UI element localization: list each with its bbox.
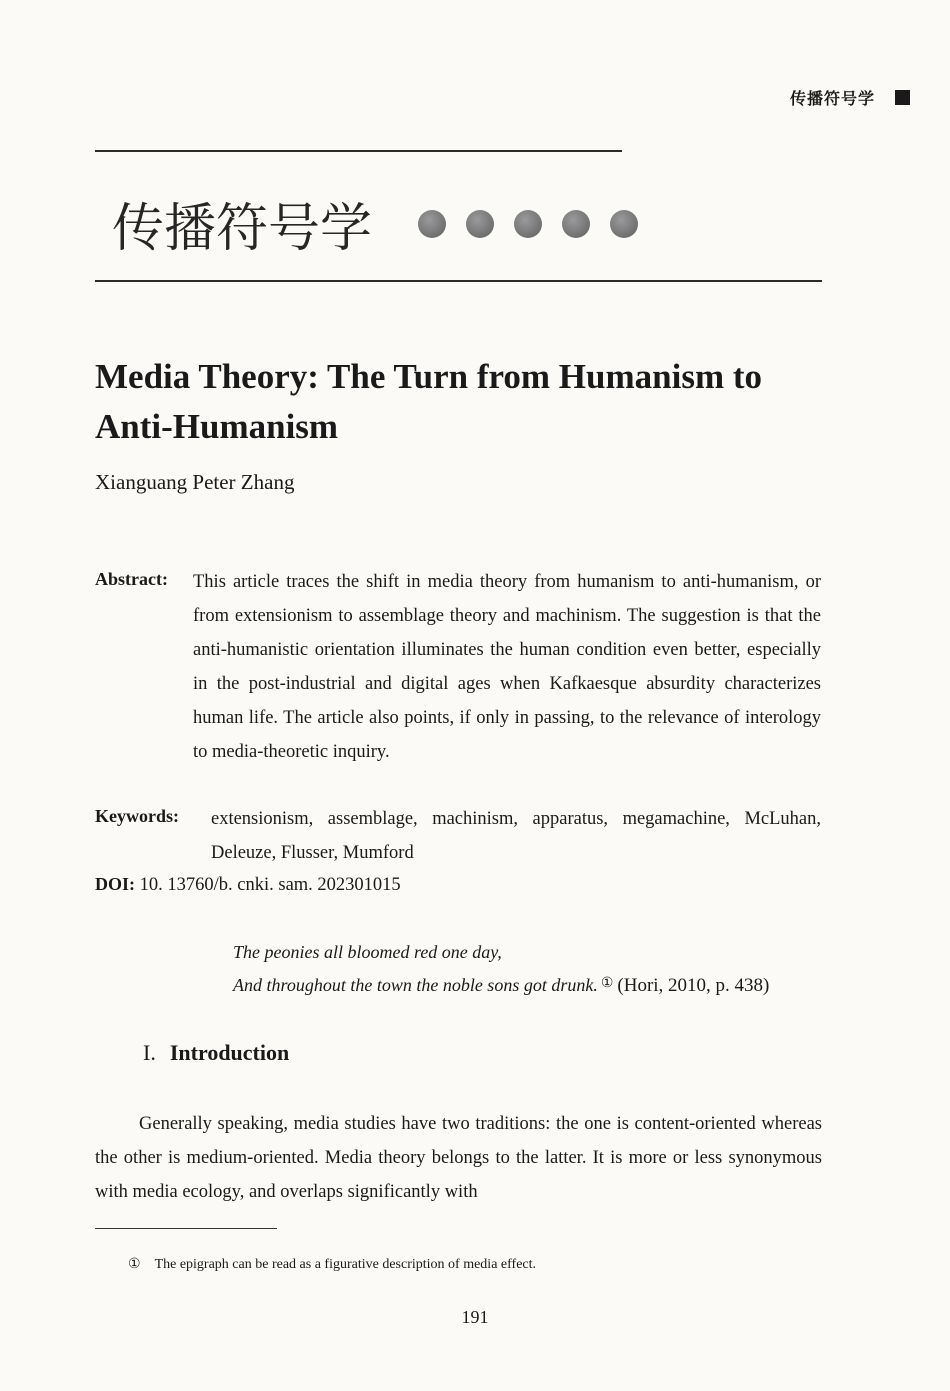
running-header-square-icon bbox=[895, 90, 910, 105]
page-number: 191 bbox=[461, 1307, 489, 1327]
body-paragraph: Generally speaking, media studies have two traditions: the one is content-oriented whereas the other is medium-oriented. Media theory belongs to the latter. It is more or less synonymous with media ecology, and overlaps significantly with bbox=[95, 1114, 822, 1202]
banner-dot-icon bbox=[610, 210, 638, 238]
section-heading bbox=[143, 1040, 289, 1066]
banner-dot-icon bbox=[514, 210, 542, 238]
epigraph-line-2 bbox=[233, 975, 769, 997]
epigraph-citation: (Hori, 2010, p. 438) bbox=[617, 975, 770, 996]
epigraph-line-1 bbox=[233, 942, 502, 963]
keywords-label: Keywords: bbox=[95, 806, 179, 826]
abstract-label: Abstract: bbox=[95, 569, 168, 589]
doi-label: DOI: bbox=[95, 874, 135, 894]
doi-line bbox=[95, 874, 401, 896]
banner-bottom-rule bbox=[95, 280, 822, 282]
article-author: Xianguang Peter Zhang bbox=[95, 470, 295, 494]
banner-dot-icon bbox=[466, 210, 494, 238]
footnote-mark: ① bbox=[128, 1257, 141, 1272]
banner-dot-icon bbox=[418, 210, 446, 238]
section-title: Introduction bbox=[169, 1040, 290, 1065]
abstract-text: This article traces the shift in media theory from humanism to anti-humanism, or from extensionism to assemblage theory and machinism. The suggestion is that the anti-humanistic orientation illuminates the human condition even better, especially in the post-industrial and digital ages when Kafkaesque absurdity characterizes human life. The article also points, if only in passing, to the relevance of interology to media-theoretic inquiry. bbox=[193, 572, 821, 762]
running-header-text: 传播符号学 bbox=[789, 89, 875, 108]
running-header bbox=[790, 86, 910, 109]
section-number: I. bbox=[143, 1040, 156, 1065]
footnote-text: The epigraph can be read as a figurative description of media effect. bbox=[154, 1257, 537, 1272]
doi-value: 10. 13760/b. cnki. sam. 202301015 bbox=[139, 875, 401, 895]
section-banner bbox=[112, 186, 638, 261]
section-banner-title: 传播符号学 bbox=[112, 199, 373, 259]
banner-top-rule bbox=[95, 150, 622, 152]
banner-dots bbox=[418, 210, 638, 238]
footnote-rule bbox=[95, 1228, 277, 1229]
epigraph-line-1-text: The peonies all bloomed red one day, bbox=[233, 942, 502, 962]
epigraph-line-2-text: And throughout the town the noble sons got drunk. bbox=[233, 975, 598, 995]
keywords-text: extensionism, assemblage, machinism, apparatus, megamachine, McLuhan, Deleuze, Flusser, Mumford bbox=[211, 809, 821, 863]
epigraph-footnote-mark[interactable]: ① bbox=[600, 976, 614, 991]
article-title: Media Theory: The Turn from Humanism to Anti-Humanism bbox=[95, 357, 763, 446]
banner-dot-icon bbox=[562, 210, 590, 238]
footnote bbox=[128, 1256, 536, 1273]
